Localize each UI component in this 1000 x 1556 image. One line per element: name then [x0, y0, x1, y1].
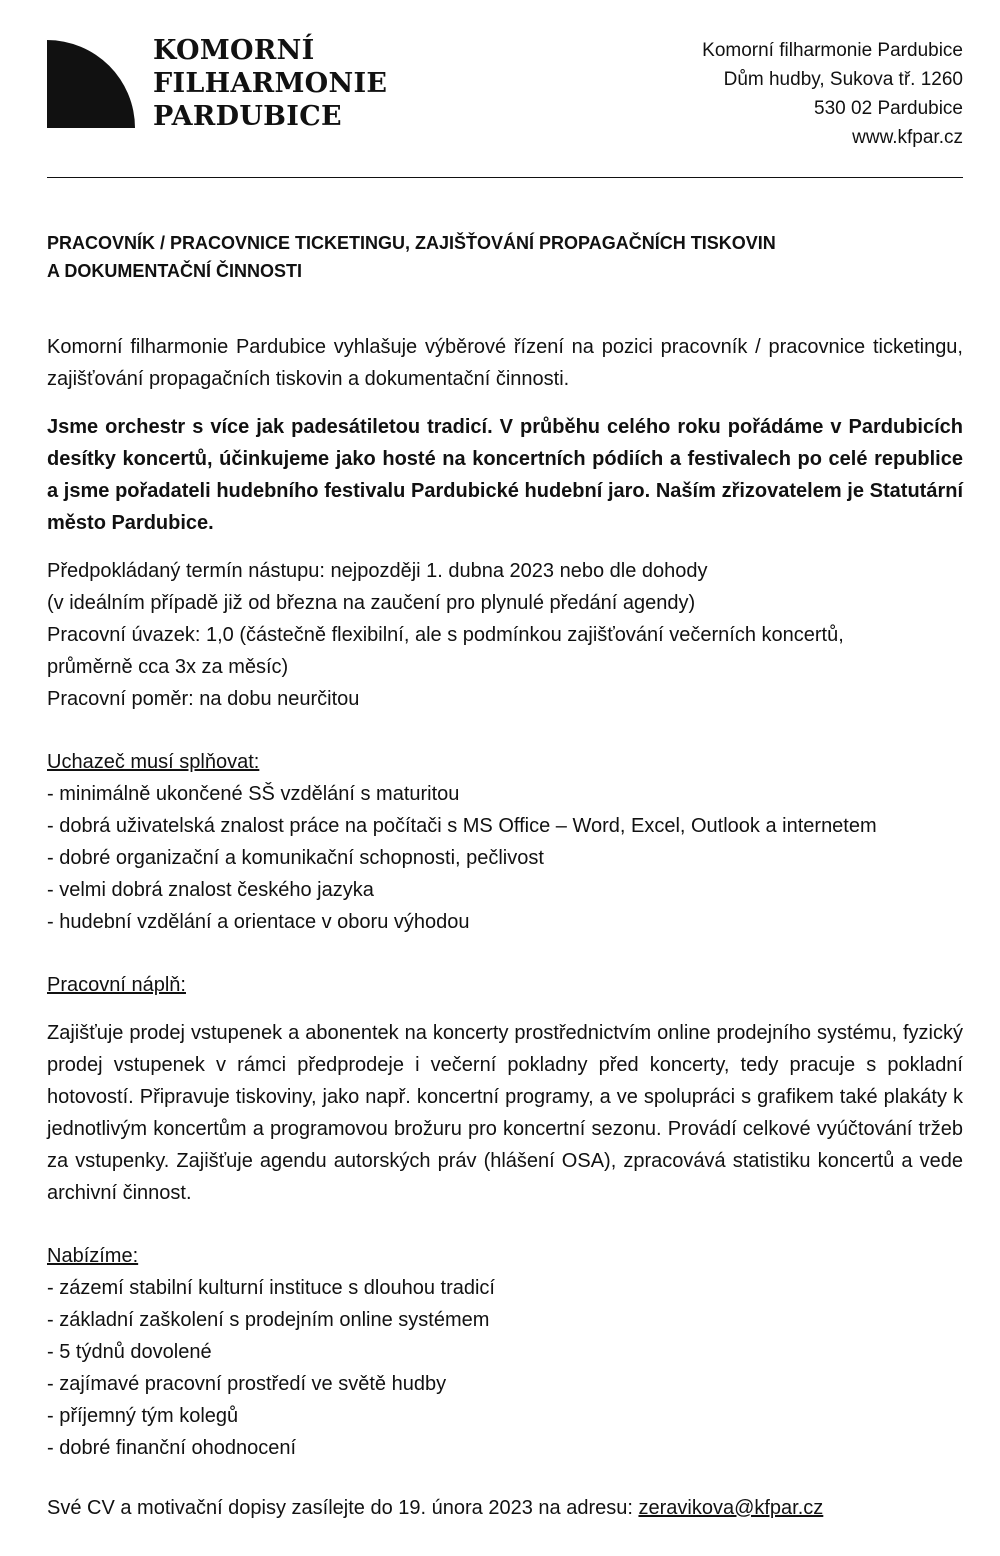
list-item: - dobré finanční ohodnocení: [47, 1437, 297, 1459]
list-item: - zajímavé pracovní prostředí ve světě hudby: [47, 1373, 447, 1395]
org-name-line: PARDUBICE: [153, 101, 342, 132]
terms-line: Předpokládaný termín nástupu: nejpozději 1. dubna 2023 nebo dle dohody: [47, 560, 708, 582]
list-item: - hudební vzdělání a orientace v oboru výhodou: [47, 911, 470, 933]
list-item: - minimálně ukončené SŠ vzdělání s maturitou: [47, 783, 460, 805]
terms-block: [47, 555, 963, 715]
header-divider: [47, 177, 963, 178]
terms-line: Pracovní úvazek: 1,0 (částečně flexibilní, ale s podmínkou zajišťování večerních koncertů,: [47, 624, 844, 646]
list-item: - dobrá uživatelská znalost práce na počítači s MS Office – Word, Excel, Outlook a internetem: [47, 815, 877, 837]
terms-line: Pracovní poměr: na dobu neurčitou: [47, 688, 360, 710]
application-instructions: [47, 1492, 823, 1524]
terms-line: průměrně cca 3x za měsíc): [47, 656, 289, 678]
org-name-line: FILHARMONIE: [153, 68, 388, 99]
list-item: - velmi dobrá znalost českého jazyka: [47, 879, 374, 901]
quarter-circle-logo-icon: [47, 40, 135, 128]
list-item: - příjemný tým kolegů: [47, 1405, 239, 1427]
address-line: Dům hudby, Sukova tř. 1260: [723, 69, 963, 90]
website-link[interactable]: www.kfpar.cz: [852, 127, 963, 148]
list-item: - základní zaškolení s prodejním online systémem: [47, 1309, 490, 1331]
requirements-heading: Uchazeč musí splňovat:: [47, 751, 260, 773]
address-line: 530 02 Pardubice: [814, 98, 963, 119]
about-paragraph: Jsme orchestr s více jak padesátiletou tradicí. V průběhu celého roku pořádáme v Pardubicích desítky koncertů, účinkujeme jako hosté na koncertních pódiích a festivalech po celé republice a jsme pořadateli hudebního festivalu Pardubické hudební jaro. Naším zřizovatelem je Statutární město Pardubice.: [47, 416, 963, 534]
requirements-list: [47, 778, 977, 938]
job-title: [47, 229, 963, 285]
org-name-line: KOMORNÍ: [153, 35, 315, 66]
offer-heading: Nabízíme:: [47, 1245, 139, 1267]
job-title-line: A DOKUMENTAČNÍ ČINNOSTI: [47, 261, 302, 281]
email-link[interactable]: zeravikova@kfpar.cz: [638, 1497, 824, 1519]
duties-paragraph: Zajišťuje prodej vstupenek a abonentek na koncerty prostřednictvím online prodejního systému, fyzický prodej vstupenek v rámci předprodeje i večerní pokladny před koncerty, tedy pracuje s pokladní hotovostí. Připravuje tiskoviny, jako např. koncertní programy, a ve spolupráci s grafikem také plakáty k jednotlivým koncertům a programovou brožuru pro koncertní sezonu. Provádí celkové vyúčtování tržeb za vstupenky. Zajišťuje agendu autorských práv (hlášení OSA), zpracovává statistiku koncertů a vede archivní činnost.: [47, 1022, 963, 1204]
intro-paragraph: Komorní filharmonie Pardubice vyhlašuje výběrové řízení na pozici pracovník / pracovnice ticketingu, zajišťování propagačních tiskovin a dokumentační činnosti.: [47, 336, 963, 390]
terms-line: (v ideálním případě již od března na zaučení pro plynulé předání agendy): [47, 592, 696, 614]
list-item: - 5 týdnů dovolené: [47, 1341, 212, 1363]
list-item: - zázemí stabilní kulturní instituce s dlouhou tradicí: [47, 1277, 495, 1299]
application-text: Své CV a motivační dopisy zasílejte do 19. února 2023 na adresu:: [47, 1497, 639, 1519]
address-line: Komorní filharmonie Pardubice: [702, 40, 963, 61]
duties-heading: Pracovní náplň:: [47, 974, 186, 996]
list-item: - dobré organizační a komunikační schopnosti, pečlivost: [47, 847, 544, 869]
org-name: [153, 34, 387, 133]
org-address: [702, 36, 963, 152]
job-title-line: PRACOVNÍK / PRACOVNICE TICKETINGU, ZAJIŠŤOVÁNÍ PROPAGAČNÍCH TISKOVIN: [47, 233, 776, 253]
offer-list: [47, 1272, 977, 1464]
